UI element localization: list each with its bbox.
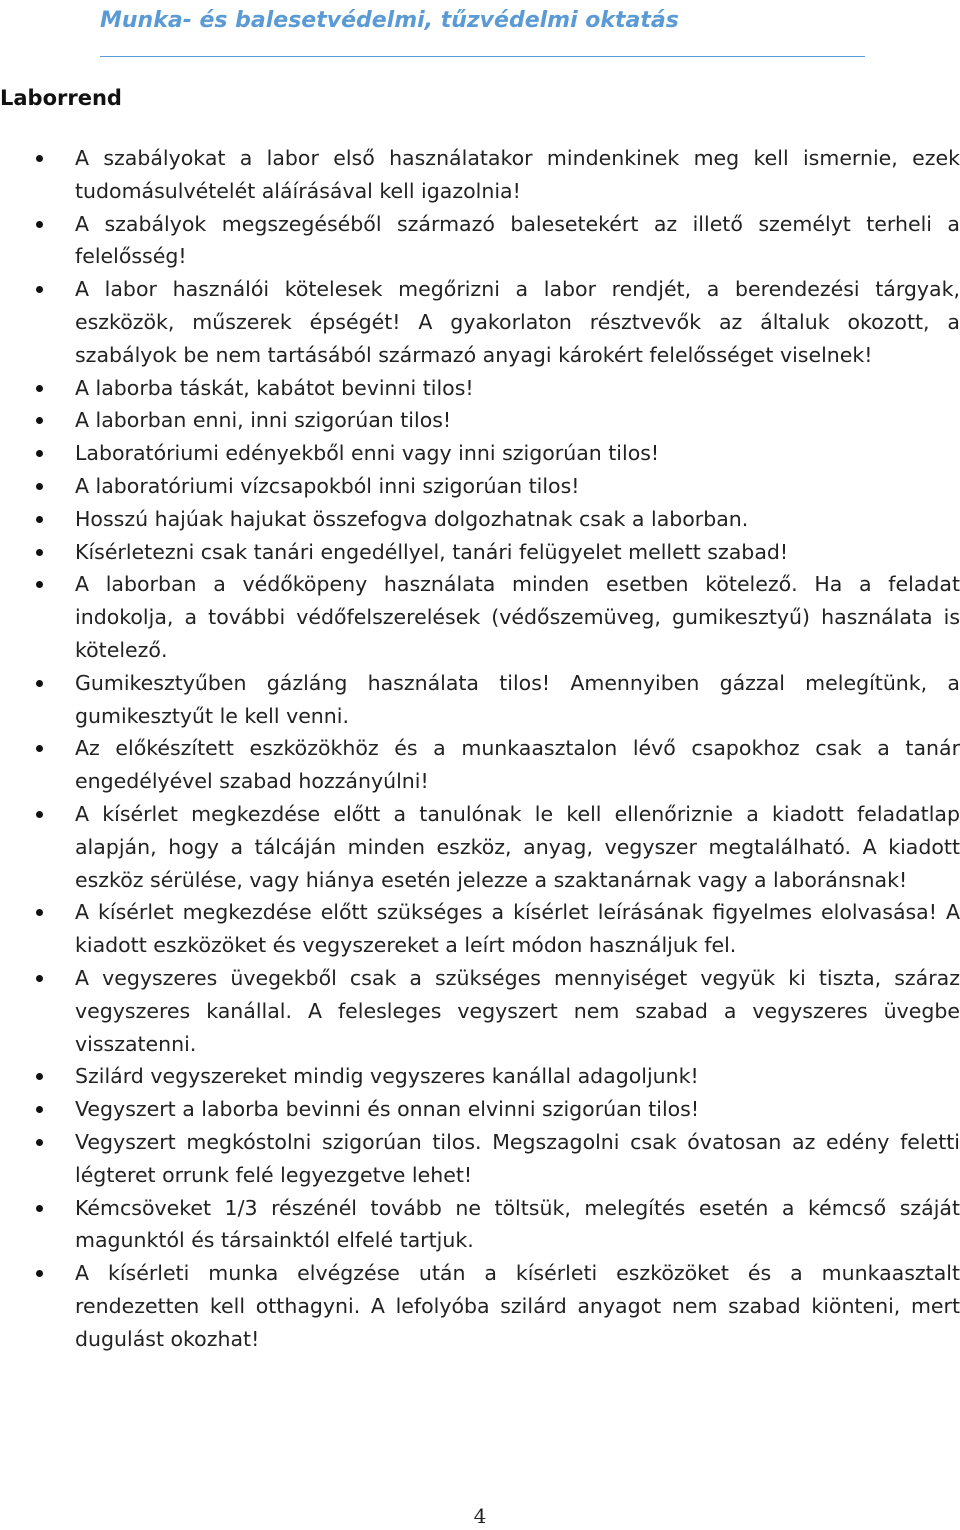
rule-text: Vegyszert megkóstolni szigorúan tilos. Megszagolni csak óvatosan az edény feletti légteret orrunk felé legyezgetve lehet!: [75, 1129, 960, 1187]
bullet-icon: [36, 417, 43, 424]
bullet-icon: [36, 385, 43, 392]
bullet-icon: [36, 975, 43, 982]
list-item: [0, 962, 960, 1060]
list-item: [0, 1257, 960, 1355]
list-item: [0, 470, 960, 503]
bullet-icon: [36, 516, 43, 523]
bullet-icon: [36, 549, 43, 556]
list-item: [0, 1192, 960, 1258]
list-item: [0, 1093, 960, 1126]
rule-text: A labor használói kötelesek megőrizni a labor rendjét, a berendezési tárgyak, eszközök, műszerek épségét! A gyakorlaton résztvevők az általuk okozott, a szabályok be nem tartásából származó anyagi károkért felelősséget viselnek!: [75, 277, 960, 367]
rule-text: Laboratóriumi edényekből enni vagy inni szigorúan tilos!: [75, 441, 660, 466]
rule-text: A szabályokat a labor első használatakor mindenkinek meg kell ismernie, ezek tudomásulvételét aláírásával kell igazolnia!: [75, 146, 960, 203]
list-item: [0, 404, 960, 437]
rule-text: Vegyszert a laborba bevinni és onnan elvinni szigorúan tilos!: [75, 1097, 700, 1122]
list-item: [0, 503, 960, 536]
list-item: [0, 437, 960, 470]
bullet-icon: [36, 286, 43, 293]
rule-text: A vegyszeres üvegekből csak a szükséges mennyiséget vegyük ki tiszta, száraz vegyszeres kanállal. A felesleges vegyszert nem szabad a vegyszeres üvegbe visszatenni.: [75, 965, 960, 1056]
rule-text: A laborban a védőköpeny használata minden esetben kötelező. Ha a feladat indokolja, a további védőfelszerelések (védőszemüveg, gumikesztyű) használata is kötelező.: [75, 572, 960, 662]
rule-text: A laborba táskát, kabátot bevinni tilos!: [75, 375, 474, 400]
bullet-icon: [36, 483, 43, 490]
bullet-icon: [36, 1073, 43, 1080]
list-item: [0, 1060, 960, 1093]
list-item: [0, 273, 960, 371]
bullet-icon: [36, 680, 43, 687]
bullet-icon: [36, 1106, 43, 1113]
rule-text: A kísérlet megkezdése előtt szükséges a kísérlet leírásának figyelmes elolvasása! A kiadott eszközöket és vegyszereket a leírt módon használjuk fel.: [75, 900, 960, 958]
rule-text: A kísérleti munka elvégzése után a kísérleti eszközöket és a munkaasztalt rendezetten kell otthagyni. A lefolyóba szilárd anyagot nem szabad kiönteni, mert dugulást okozhat!: [75, 1261, 960, 1351]
list-item: [0, 798, 960, 896]
bullet-icon: [36, 1270, 43, 1277]
bullet-icon: [36, 450, 43, 457]
rule-text: Kémcsöveket 1/3 részénél tovább ne töltsük, melegítés esetén a kémcső száját magunktól és társainktól elfelé tartjuk.: [75, 1195, 960, 1253]
list-item: [0, 732, 960, 798]
bullet-icon: [36, 1205, 43, 1212]
rule-text: Az előkészített eszközökhöz és a munkaasztalon lévő csapokhoz csak a tanár engedélyével szabad hozzányúlni!: [75, 736, 960, 794]
rule-text: A laborban enni, inni szigorúan tilos!: [75, 408, 452, 433]
page-number: 4: [473, 1504, 487, 1528]
rule-text: Gumikesztyűben gázláng használata tilos! Amennyiben gázzal melegítünk, a gumikesztyűt le kell venni.: [75, 670, 960, 728]
bullet-icon: [36, 581, 43, 588]
bullet-icon: [36, 811, 43, 818]
list-item: [0, 896, 960, 962]
list-item: [0, 142, 960, 208]
bullet-icon: [36, 745, 43, 752]
rule-text: Kísérletezni csak tanári engedéllyel, tanári felügyelet mellett szabad!: [75, 539, 789, 564]
list-item: [0, 667, 960, 733]
section-title: Laborrend: [0, 86, 122, 110]
bullet-icon: [36, 155, 43, 162]
list-item: [0, 1126, 960, 1192]
rule-text: A laboratóriumi vízcsapokból inni szigorúan tilos!: [75, 473, 580, 498]
bullet-icon: [36, 221, 43, 228]
list-item: [0, 568, 960, 666]
rule-text: Szilárd vegyszereket mindig vegyszeres kanállal adagoljunk!: [75, 1064, 699, 1089]
page-header: [100, 4, 865, 57]
rule-text: A kísérlet megkezdése előtt a tanulónak le kell ellenőriznie a kiadott feladatlap alapján, hogy a tálcáján minden eszköz, anyag, vegyszer megtalálható. A kiadott eszköz sérülése, vagy hiánya esetén jelezze a szaktanárnak vagy a laboránsnak!: [75, 801, 960, 892]
list-item: [0, 536, 960, 569]
list-item: [0, 208, 960, 274]
rule-text: Hosszú hajúak hajukat összefogva dolgozhatnak csak a laborban.: [75, 506, 749, 531]
rule-text: A szabályok megszegéséből származó balesetekért az illető személyt terheli a felelősség!: [75, 211, 960, 269]
header-title: Munka- és balesetvédelmi, tűzvédelmi oktatás: [100, 8, 679, 33]
bullet-icon: [36, 909, 43, 916]
rules-list: [0, 142, 960, 1355]
list-item: [0, 372, 960, 405]
bullet-icon: [36, 1139, 43, 1146]
